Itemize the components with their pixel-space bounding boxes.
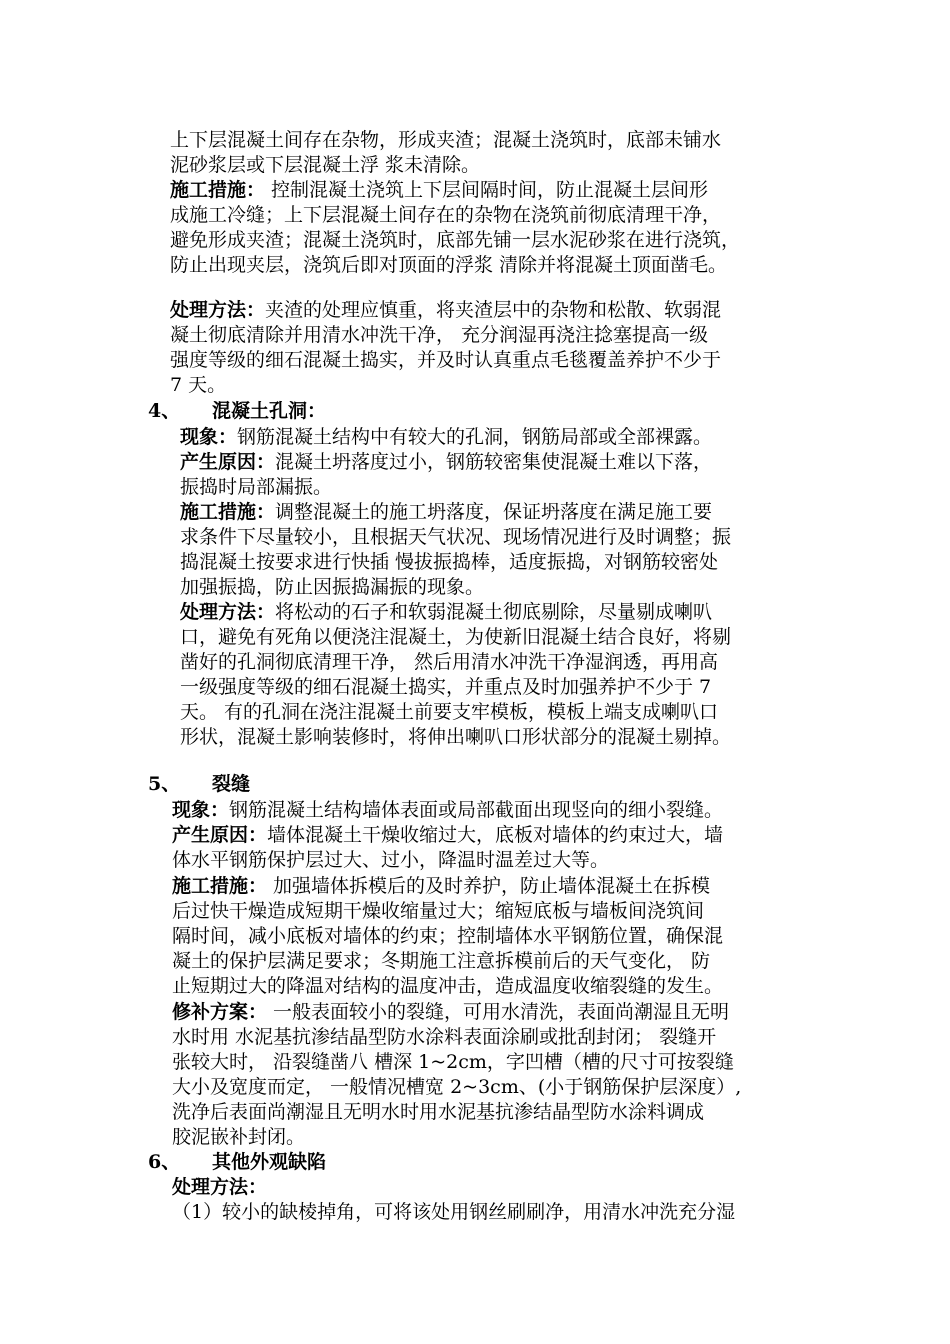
- measures-text: 调整混凝土的施工坍落度，保证坍落度在满足施工要: [275, 501, 713, 523]
- treatment-label: 处理方法：: [170, 299, 266, 321]
- section-number: 5、: [148, 773, 181, 795]
- intro-line: 泥砂浆层或下层混凝土浮 浆未清除。: [170, 154, 481, 176]
- repair-line: 大小及宽度而定， 一般情况槽宽 2~3cm、(小于钢筋保护层深度）,: [172, 1076, 742, 1098]
- measures-line: 隔时间，减小底板对墙体的约束；控制墙体水平钢筋位置，确保混: [172, 925, 724, 947]
- section-number: 4、: [148, 400, 181, 422]
- section-number: 6、: [148, 1151, 181, 1173]
- measures-line: 止短期过大的降温对结构的温度冲击，造成温度收缩裂缝的发生。: [172, 975, 724, 997]
- measures-line: 避免形成夹渣；混凝土浇筑时，底部先铺一层水泥砂浆在进行浇筑，: [170, 229, 741, 251]
- cause-text: 混凝土坍落度过小，钢筋较密集使混凝土难以下落，: [275, 451, 713, 473]
- measures-line: 求条件下尽量较小，且根据天气状况、现场情况进行及时调整；振: [180, 526, 732, 548]
- measures-label: 施工措施：: [172, 875, 268, 897]
- treatment-line: 强度等级的细石混凝土捣实，并及时认真重点毛毯覆盖养护不少于: [170, 349, 722, 371]
- measures-label: 施工措施：: [180, 501, 276, 523]
- section-title: 混凝土孔洞：: [212, 400, 327, 422]
- repair-line: 胶泥嵌补封闭。: [172, 1126, 306, 1148]
- treatment-line: 口，避免有死角以便浇注混凝土，为使新旧混凝土结合良好，将剔: [180, 626, 732, 648]
- measures-line: 捣混凝土按要求进行快插 慢拔振捣棒，适度振捣，对钢筋较密处: [180, 551, 719, 573]
- cause-line: 振捣时局部漏振。: [180, 476, 333, 498]
- measures-text: 加强墙体拆模后的及时养护，防止墙体混凝土在拆模: [267, 875, 711, 897]
- list-item: （1）较小的缺棱掉角，可将该处用钢丝刷刷净，用清水冲洗充分湿: [172, 1201, 736, 1223]
- measures-paragraph: [180, 500, 712, 524]
- cause-label: 产生原因：: [180, 451, 276, 473]
- section-title: 裂缝: [212, 773, 251, 795]
- treatment-line: 天。 有的孔洞在浇注混凝土前要支牢模板，模板上端支成喇叭口: [180, 701, 719, 723]
- measures-line: 成施工冷缝；上下层混凝土间存在的杂物在浇筑前彻底清理干净，: [170, 204, 722, 226]
- phenomenon-text: 钢筋混凝土结构中有较大的孔洞，钢筋局部或全部裸露。: [237, 426, 713, 448]
- measures-line: 凝土的保护层满足要求；冬期施工注意拆模前后的天气变化， 防: [172, 950, 711, 972]
- treatment-line: 形状，混凝土影响装修时，将伸出喇叭口形状部分的混凝土剔掉。: [180, 726, 732, 748]
- repair-line: 水时用 水泥基抗渗结晶型防水涂料表面涂刷或批刮封闭； 裂缝开: [172, 1026, 717, 1048]
- section-title: 其他外观缺陷: [212, 1151, 327, 1173]
- phenomenon-paragraph: [180, 425, 712, 449]
- repair-text: 一般表面较小的裂缝，可用水清洗，表面尚潮湿且无明: [267, 1001, 730, 1023]
- treatment-text: 夹渣的处理应慎重，将夹渣层中的杂物和松散、软弱混: [265, 299, 722, 321]
- cause-line: 体水平钢筋保护层过大、过小，降温时温差过大等。: [172, 849, 610, 871]
- measures-line: 后过快干燥造成短期干燥收缩量过大；缩短底板与墙板间浇筑间: [172, 900, 705, 922]
- cause-paragraph: [172, 823, 723, 847]
- phenomenon-text: 钢筋混凝土结构墙体表面或局部截面出现竖向的细小裂缝。: [229, 799, 724, 821]
- treatment-line: 凿好的孔洞彻底清理干净， 然后用清水冲洗干净湿润透，再用高: [180, 651, 719, 673]
- treatment-text: 将松动的石子和软弱混凝土彻底剔除，尽量剔成喇叭: [275, 601, 713, 623]
- treatment-paragraph: [180, 600, 712, 624]
- phenomenon-label: 现象：: [180, 426, 238, 448]
- cause-paragraph: [180, 450, 712, 474]
- treatment-label: 处理方法：: [180, 601, 276, 623]
- treatment-label: 处理方法：: [172, 1176, 268, 1198]
- measures-paragraph: [172, 874, 710, 898]
- treatment-line: 凝土彻底清除并用清水冲洗干净， 充分润湿再浇注捻塞提高一级: [170, 324, 709, 346]
- treatment-paragraph: [170, 298, 721, 322]
- cause-text: 墙体混凝土干燥收缩过大，底板对墙体的约束过大，墙: [267, 824, 724, 846]
- measures-text: 控制混凝土浇筑上下层间隔时间，防止混凝土层间形: [265, 179, 709, 201]
- repair-paragraph: [172, 1000, 729, 1024]
- phenomenon-paragraph: [172, 798, 723, 822]
- phenomenon-label: 现象：: [172, 799, 230, 821]
- repair-line: 张较大时， 沿裂缝凿八 槽深 1~2cm，字凹槽（槽的尺寸可按裂缝: [172, 1051, 734, 1073]
- treatment-line: 一级强度等级的细石混凝土捣实，并重点及时加强养护不少于 7: [180, 676, 712, 698]
- repair-line: 洗净后表面尚潮湿且无明水时用水泥基抗渗结晶型防水涂料调成: [172, 1101, 705, 1123]
- measures-line: 防止出现夹层，浇筑后即对顶面的浮浆 清除并将混凝土顶面凿毛。: [170, 254, 728, 276]
- measures-line: 加强振捣，防止因振捣漏振的现象。: [180, 576, 485, 598]
- cause-label: 产生原因：: [172, 824, 268, 846]
- repair-label: 修补方案：: [172, 1001, 268, 1023]
- measures-label: 施工措施：: [170, 179, 266, 201]
- intro-line: 上下层混凝土间存在杂物，形成夹渣；混凝土浇筑时，底部未铺水: [170, 129, 722, 151]
- treatment-line: 7 天。: [170, 374, 227, 396]
- measures-paragraph: [170, 178, 708, 202]
